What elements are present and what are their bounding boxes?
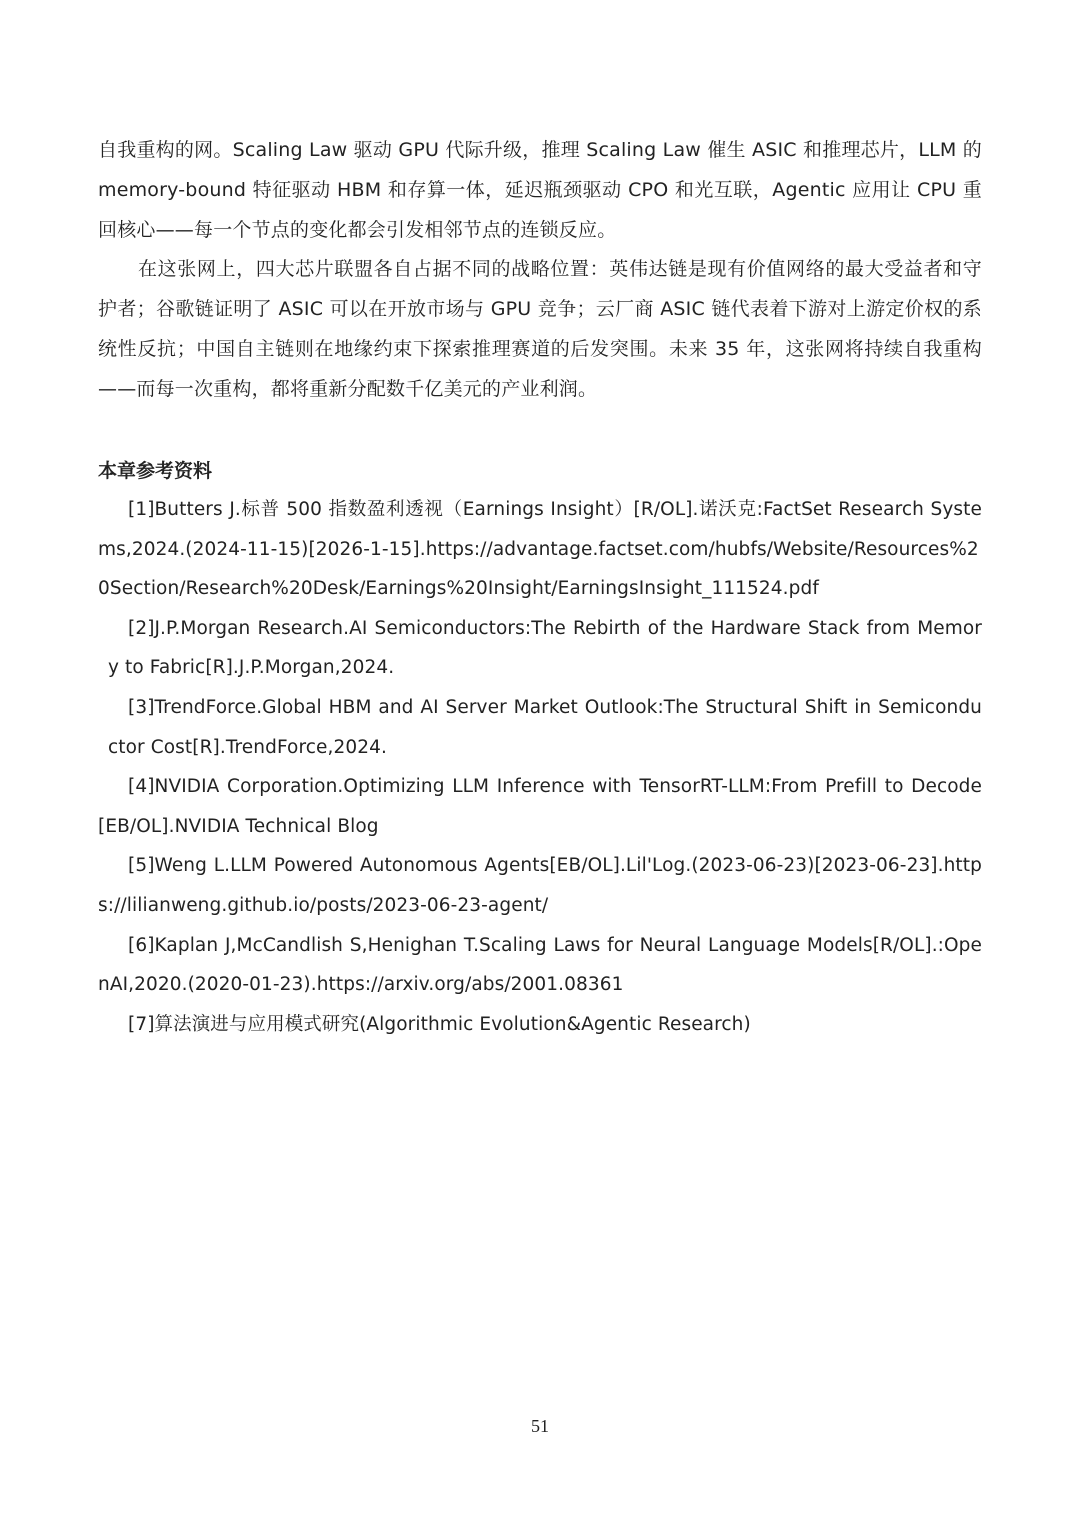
- paragraph-chip-alliances: 在这张网上，四大芯片联盟各自占据不同的战略位置：英伟达链是现有价值网络的最大受益者和守护者；谷歌链证明了 ASIC 可以在开放市场与 GPU 竞争；云厂商 ASIC 链代表着下游对上游定价权的系统性反抗；中国自主链则在地缘约束下探索推理赛道的后发突围。未来 35 年，这张网将持续自我重构——而每一次重构，都将重新分配数千亿美元的产业利润。: [98, 258, 982, 400]
- body-text: [98, 131, 982, 410]
- reference-item-1: [1]Butters J.标普 500 指数盈利透视（Earnings Insight）[R/OL].诺沃克:FactSet Research Systems,2024.(2024-11-15)[2026-1-15].https://advantage.factset.com/hubfs/Website/Resources%20Section/Research%20Desk/Earnings%20Insight/EarningsInsight_111524.pdf: [98, 499, 982, 600]
- paragraph-network-restructure: 自我重构的网。Scaling Law 驱动 GPU 代际升级，推理 Scaling Law 催生 ASIC 和推理芯片，LLM 的 memory-bound 特征驱动 HBM 和存算一体，延迟瓶颈驱动 CPO 和光互联，Agentic 应用让 CPU 重回核心——每一个节点的变化都会引发相邻节点的连锁反应。: [98, 139, 982, 241]
- references-list: [98, 490, 982, 1044]
- reference-item-5: [5]Weng L.LLM Powered Autonomous Agents[EB/OL].Lil'Log.(2023-06-23)[2023-06-23].https://lilianweng.github.io/posts/2023-06-23-agent/: [98, 855, 982, 916]
- reference-item-2: [2]J.P.Morgan Research.AI Semiconductors:The Rebirth of the Hardware Stack from Memory to Fabric[R].J.P.Morgan,2024.: [108, 617, 982, 679]
- reference-item-3: [3]TrendForce.Global HBM and AI Server Market Outlook:The Structural Shift in Semiconductor Cost[R].TrendForce,2024.: [108, 696, 982, 758]
- reference-item-4: [4]NVIDIA Corporation.Optimizing LLM Inference with TensorRT-LLM:From Prefill to Decode[EB/OL].NVIDIA Technical Blog: [98, 776, 982, 837]
- page-number: 51: [531, 1416, 549, 1436]
- references-heading: 本章参考资料: [98, 460, 213, 482]
- reference-item-7: [7]算法演进与应用模式研究(Algorithmic Evolution&Agentic Research): [128, 1013, 751, 1035]
- reference-item-6: [6]Kaplan J,McCandlish S,Henighan T.Scaling Laws for Neural Language Models[R/OL].:OpenAI,2020.(2020-01-23).https://arxiv.org/abs/2001.08361: [98, 934, 982, 996]
